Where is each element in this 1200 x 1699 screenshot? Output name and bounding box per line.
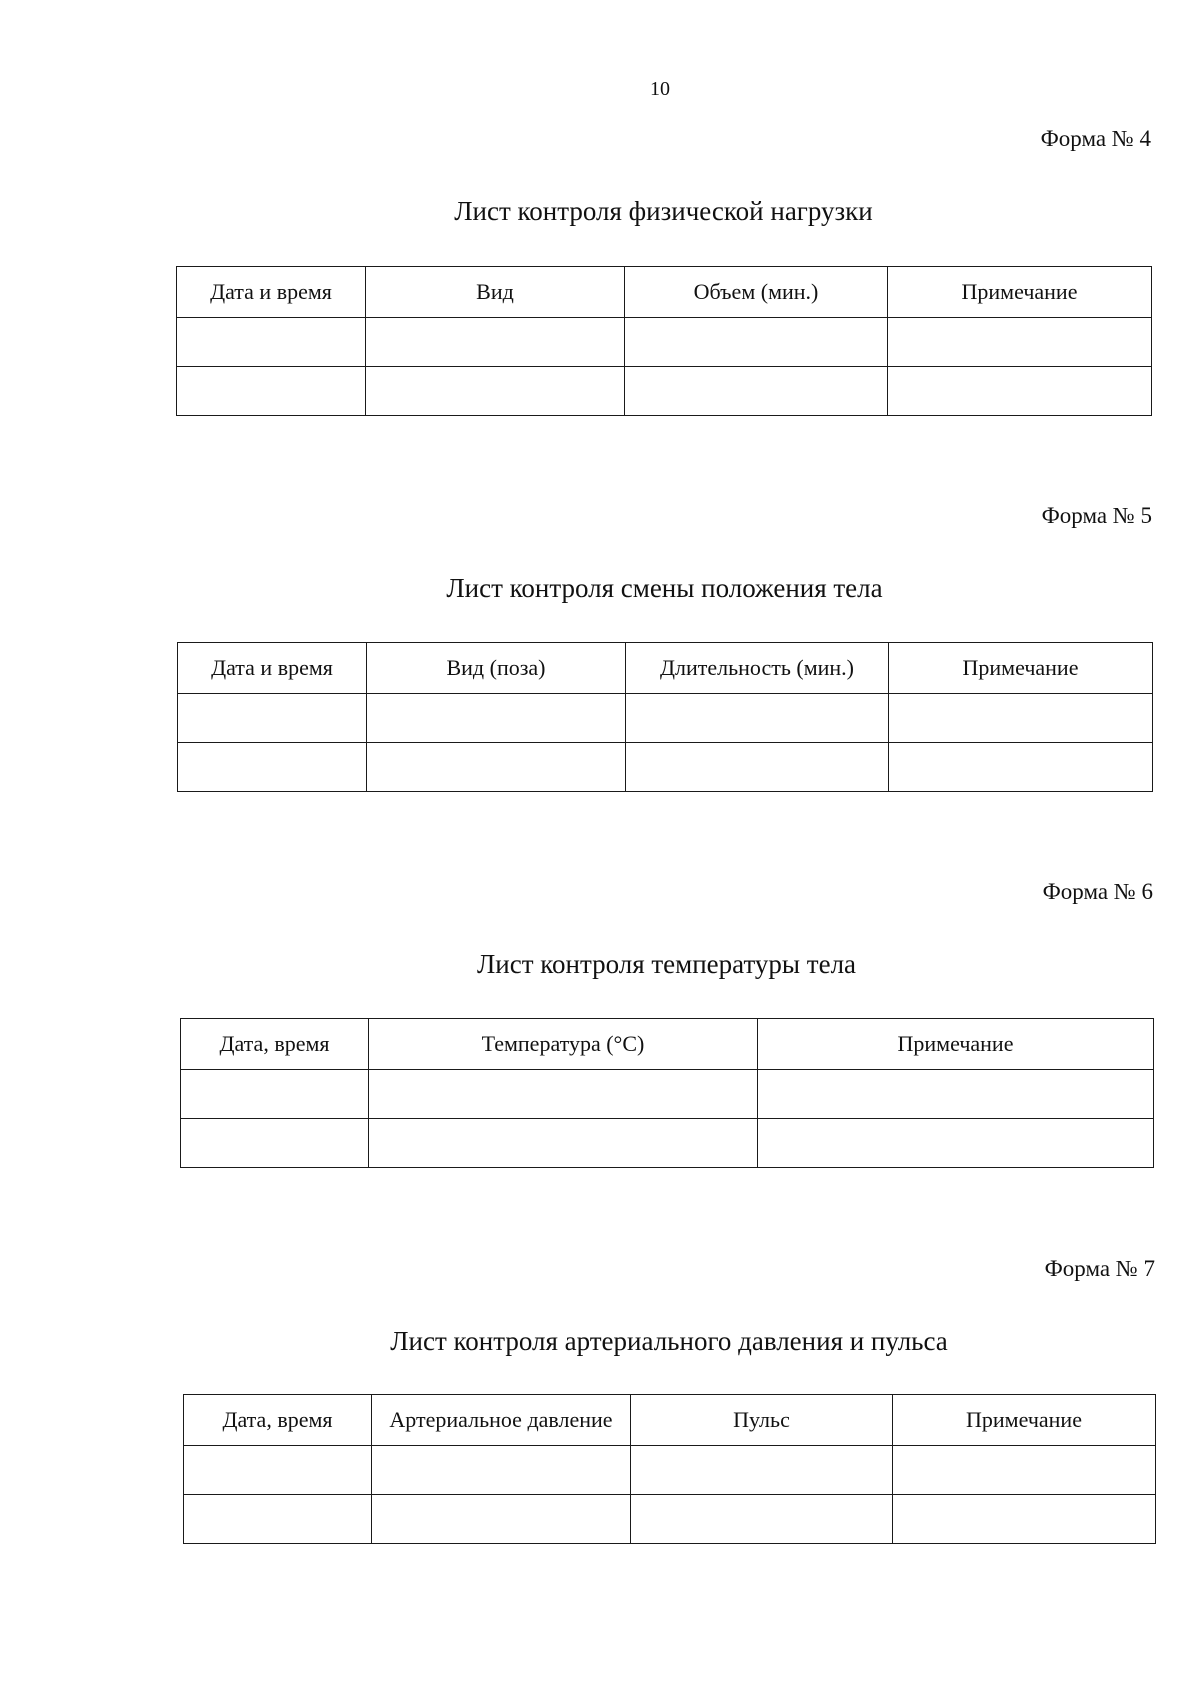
table-cell[interactable]	[888, 318, 1152, 367]
table-header-row	[181, 1019, 1154, 1070]
table-cell[interactable]	[181, 1070, 369, 1119]
table-cell[interactable]	[893, 1495, 1156, 1544]
table-cell[interactable]	[625, 367, 888, 416]
table-row	[181, 1119, 1154, 1168]
column-header-duration: Длительность (мин.)	[626, 643, 889, 694]
table-row	[181, 1070, 1154, 1119]
body-temperature-table	[180, 1018, 1154, 1168]
table-header-row	[178, 643, 1153, 694]
table-cell[interactable]	[366, 367, 625, 416]
table-cell[interactable]	[177, 367, 366, 416]
table-row	[184, 1446, 1156, 1495]
table-cell[interactable]	[893, 1446, 1156, 1495]
table-cell[interactable]	[178, 694, 367, 743]
form-number-label: Форма № 5	[1041, 503, 1152, 528]
physical-load-table	[176, 266, 1152, 416]
table-row	[178, 743, 1153, 792]
table-cell[interactable]	[372, 1446, 631, 1495]
table-row	[184, 1495, 1156, 1544]
table-cell[interactable]	[367, 694, 626, 743]
table-cell[interactable]	[177, 318, 366, 367]
blood-pressure-pulse-table	[183, 1394, 1156, 1544]
column-header-date-time: Дата и время	[178, 643, 367, 694]
table-cell[interactable]	[625, 318, 888, 367]
form-title: Лист контроля температуры тела	[476, 949, 857, 979]
table-row	[177, 367, 1152, 416]
column-header-pulse: Пульс	[631, 1395, 893, 1446]
form-6-section	[180, 871, 1153, 1171]
table-cell[interactable]	[369, 1070, 758, 1119]
table-header-row	[177, 267, 1152, 318]
column-header-note: Примечание	[758, 1019, 1154, 1070]
table-cell[interactable]	[631, 1495, 893, 1544]
column-header-date-time: Дата и время	[177, 267, 366, 318]
table-cell[interactable]	[889, 694, 1153, 743]
table-header-row	[184, 1395, 1156, 1446]
form-number-label: Форма № 4	[1040, 126, 1151, 151]
column-header-note: Примечание	[889, 643, 1153, 694]
table-cell[interactable]	[626, 694, 889, 743]
column-header-note: Примечание	[893, 1395, 1156, 1446]
table-cell[interactable]	[372, 1495, 631, 1544]
table-cell[interactable]	[184, 1446, 372, 1495]
form-title: Лист контроля физической нагрузки	[454, 196, 873, 226]
column-header-date-time: Дата, время	[184, 1395, 372, 1446]
table-cell[interactable]	[369, 1119, 758, 1168]
column-header-pose: Вид (поза)	[367, 643, 626, 694]
form-number-label: Форма № 7	[1044, 1256, 1155, 1281]
form-7-section	[183, 1248, 1155, 1548]
form-title: Лист контроля артериального давления и пульса	[390, 1326, 948, 1356]
column-header-type: Вид	[366, 267, 625, 318]
table-cell[interactable]	[367, 743, 626, 792]
column-header-date-time: Дата, время	[181, 1019, 369, 1070]
table-row	[178, 694, 1153, 743]
table-cell[interactable]	[758, 1070, 1154, 1119]
column-header-volume: Объем (мин.)	[625, 267, 888, 318]
table-row	[177, 318, 1152, 367]
column-header-note: Примечание	[888, 267, 1152, 318]
form-number-label: Форма № 6	[1042, 879, 1153, 904]
table-cell[interactable]	[184, 1495, 372, 1544]
table-cell[interactable]	[366, 318, 625, 367]
table-cell[interactable]	[889, 743, 1153, 792]
table-cell[interactable]	[631, 1446, 893, 1495]
table-cell[interactable]	[178, 743, 367, 792]
form-5-section	[177, 495, 1152, 795]
body-position-table	[177, 642, 1153, 792]
column-header-blood-pressure: Артериальное давление	[372, 1395, 631, 1446]
table-cell[interactable]	[626, 743, 889, 792]
table-cell[interactable]	[758, 1119, 1154, 1168]
form-4-section	[176, 118, 1151, 418]
table-cell[interactable]	[888, 367, 1152, 416]
column-header-temperature: Температура (°С)	[369, 1019, 758, 1070]
page-number: 10	[650, 78, 670, 100]
form-title: Лист контроля смены положения тела	[446, 573, 883, 603]
table-cell[interactable]	[181, 1119, 369, 1168]
